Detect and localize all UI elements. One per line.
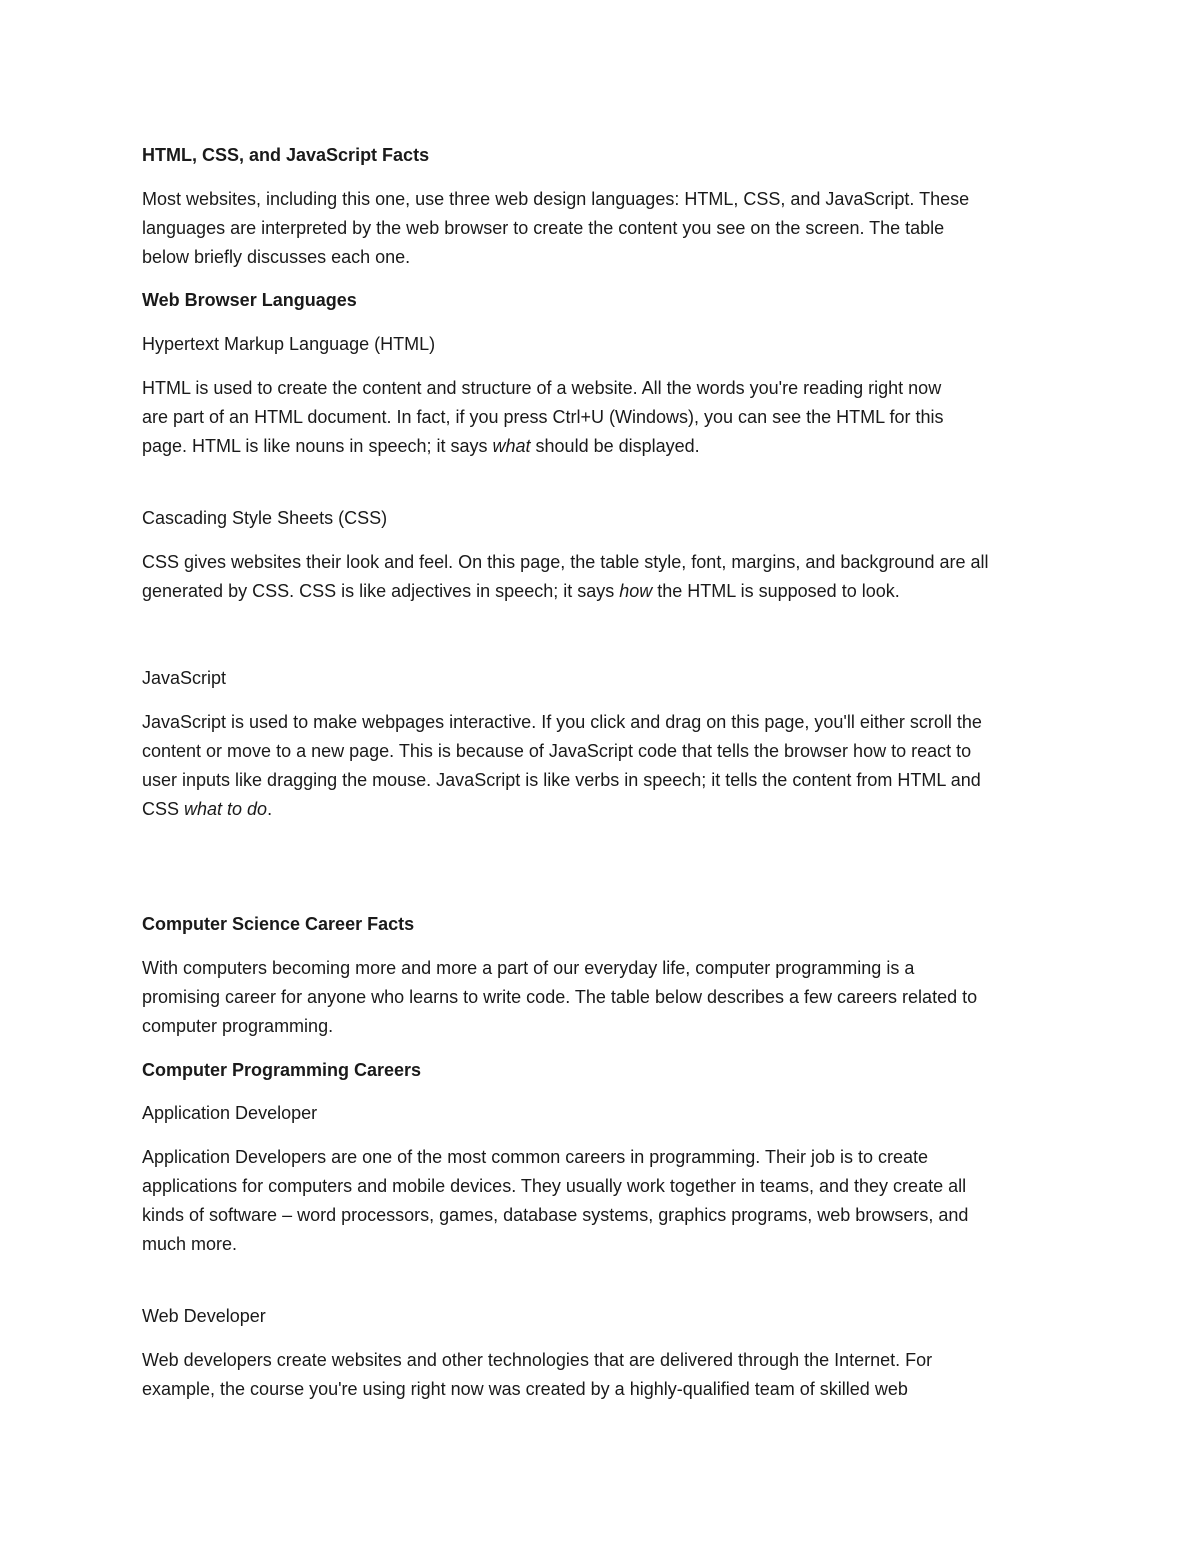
text-line: JavaScript is used to make webpages interactive. If you click and drag on this page, you'll either scroll the — [142, 712, 982, 732]
text-line: Most websites, including this one, use three web design languages: HTML, CSS, and JavaScript. These — [142, 189, 970, 209]
text-line: languages are interpreted by the web browser to create the content you see on the screen. The table — [142, 218, 945, 238]
table-title-web-languages: Web Browser Languages — [142, 290, 357, 310]
web-developer-title: Web Developer — [142, 1306, 266, 1326]
text-line: promising career for anyone who learns to write code. The table below describes a few careers related to — [142, 987, 978, 1007]
text-line — [142, 577, 1072, 606]
javascript-description — [142, 708, 1072, 824]
text-run: the HTML is supposed to look. — [652, 581, 900, 601]
text-line: applications for computers and mobile devices. They usually work together in teams, and they create all — [142, 1176, 967, 1196]
text-run: page. HTML is like nouns in speech; it says — [142, 436, 493, 456]
css-title: Cascading Style Sheets (CSS) — [142, 508, 388, 528]
text-line: computer programming. — [142, 1016, 334, 1036]
html-title: Hypertext Markup Language (HTML) — [142, 334, 436, 354]
application-developer-description — [142, 1143, 1072, 1259]
text-line: user inputs like dragging the mouse. JavaScript is like verbs in speech; it tells the content from HTML and — [142, 770, 981, 790]
emphasis-text: how — [619, 581, 653, 601]
javascript-title: JavaScript — [142, 668, 227, 688]
text-line — [142, 432, 1072, 461]
text-line: HTML is used to create the content and structure of a website. All the words you're reading right now — [142, 378, 942, 398]
text-line: example, the course you're using right now was created by a highly-qualified team of skilled web — [142, 1379, 908, 1399]
table-title-programming-careers: Computer Programming Careers — [142, 1060, 422, 1080]
text-line: kinds of software – word processors, games, database systems, graphics programs, web browsers, and — [142, 1205, 969, 1225]
application-developer-title: Application Developer — [142, 1103, 318, 1123]
section-heading-web-facts: HTML, CSS, and JavaScript Facts — [142, 145, 430, 165]
text-line: Application Developers are one of the most common careers in programming. Their job is to create — [142, 1147, 929, 1167]
text-run: . — [267, 799, 273, 819]
text-run: should be displayed. — [530, 436, 700, 456]
text-line: below briefly discusses each one. — [142, 247, 411, 267]
text-line: CSS gives websites their look and feel. On this page, the table style, font, margins, and background are all — [142, 552, 989, 572]
text-run: generated by CSS. CSS is like adjectives in speech; it says — [142, 581, 620, 601]
text-run: CSS — [142, 799, 185, 819]
emphasis-text: what to do — [184, 799, 268, 819]
text-line — [142, 795, 1072, 824]
html-description — [142, 374, 1072, 461]
text-line: Web developers create websites and other technologies that are delivered through the Internet. For — [142, 1350, 933, 1370]
text-line: are part of an HTML document. In fact, if you press Ctrl+U (Windows), you can see the HTML for this — [142, 407, 944, 427]
intro-paragraph-web — [142, 185, 1072, 272]
text-line: much more. — [142, 1234, 238, 1254]
web-developer-description — [142, 1346, 1072, 1404]
css-description — [142, 548, 1072, 606]
section-heading-career-facts: Computer Science Career Facts — [142, 914, 415, 934]
intro-paragraph-careers — [142, 954, 1072, 1041]
emphasis-text: what — [492, 436, 531, 456]
text-line: content or move to a new page. This is because of JavaScript code that tells the browser how to react to — [142, 741, 972, 761]
text-line: With computers becoming more and more a part of our everyday life, computer programming is a — [142, 958, 915, 978]
